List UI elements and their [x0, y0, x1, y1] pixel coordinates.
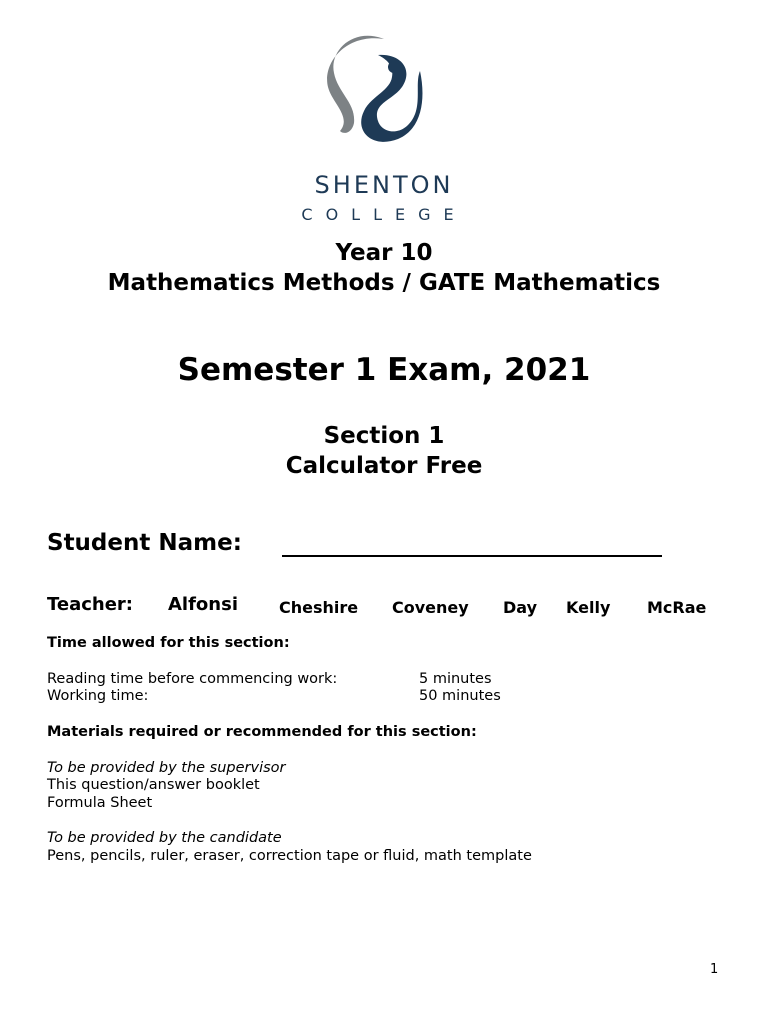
year-heading: Year 10: [335, 240, 433, 266]
teacher-name-alfonsi: Alfonsi: [168, 594, 238, 615]
teacher-name-kelly: Kelly: [566, 598, 611, 617]
teacher-name-day: Day: [503, 598, 538, 617]
working-time-value: 50 minutes: [419, 688, 501, 704]
teacher-name-mcrae: McRae: [647, 598, 707, 617]
working-time-label: Working time:: [47, 688, 149, 704]
exam-title: Semester 1 Exam, 2021: [177, 352, 591, 388]
page-number: 1: [710, 962, 719, 977]
materials-heading: Materials required or recommended for this section:: [47, 724, 477, 740]
logo-name-college: COLLEGE: [301, 205, 467, 224]
teacher-name-cheshire: Cheshire: [279, 598, 359, 617]
reading-time-label: Reading time before commencing work:: [47, 671, 338, 687]
section-heading: Section 1: [323, 423, 445, 449]
logo-dot-navy: [388, 61, 400, 73]
student-name-line[interactable]: [282, 555, 662, 557]
college-logo: [0, 25, 768, 230]
student-name-label: Student Name:: [47, 530, 242, 556]
reading-time-value: 5 minutes: [419, 671, 492, 687]
candidate-heading: To be provided by the candidate: [47, 830, 282, 846]
calculator-heading: Calculator Free: [285, 453, 483, 479]
supervisor-heading: To be provided by the supervisor: [47, 760, 286, 776]
shenton-college-logo: [274, 25, 494, 230]
logo-dot-grey: [343, 108, 353, 118]
logo-name-shenton: SHENTON: [314, 171, 454, 199]
supervisor-item: Formula Sheet: [47, 795, 153, 811]
subject-heading: Mathematics Methods / GATE Mathematics: [107, 270, 661, 296]
time-heading: Time allowed for this section:: [47, 635, 290, 651]
teacher-name-coveney: Coveney: [392, 598, 469, 617]
supervisor-item: This question/answer booklet: [47, 777, 260, 793]
teacher-label: Teacher:: [47, 594, 134, 615]
candidate-items: Pens, pencils, ruler, eraser, correction tape or fluid, math template: [47, 848, 532, 864]
